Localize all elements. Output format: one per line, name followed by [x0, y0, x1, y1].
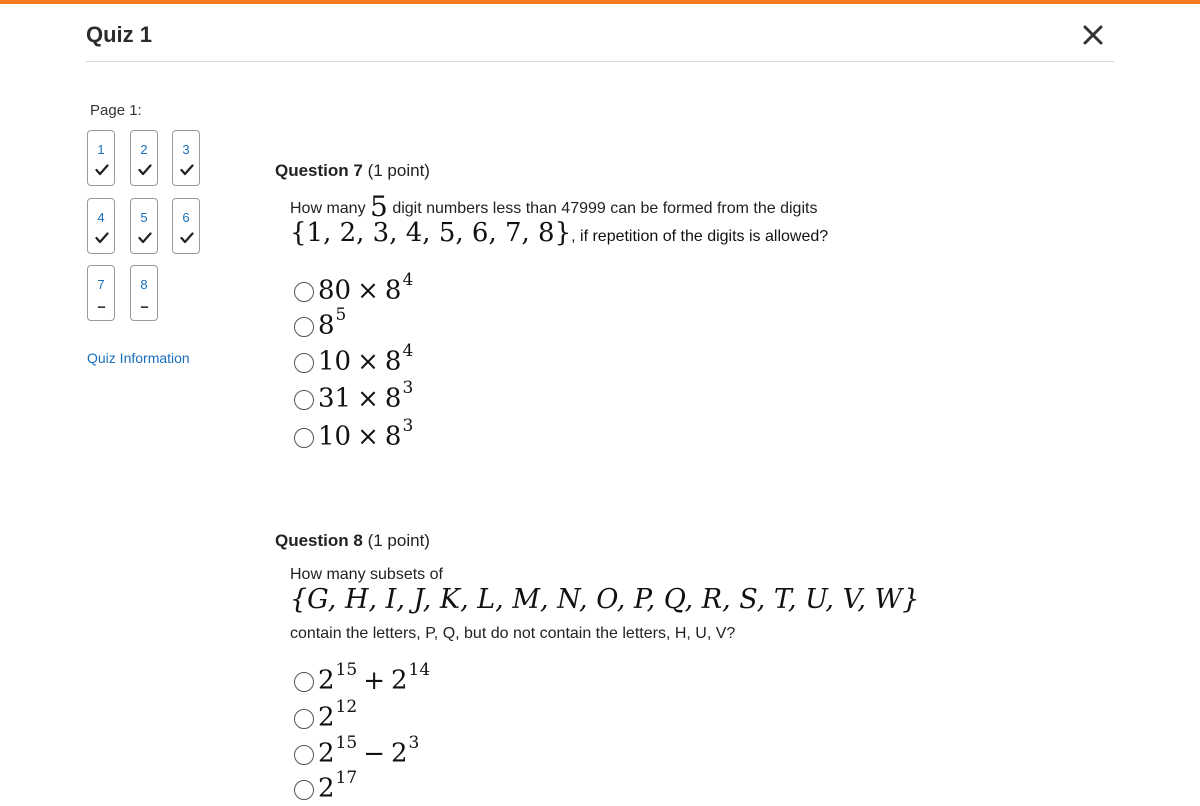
question-tile-8[interactable]	[130, 265, 158, 321]
question-8-text-before: How many subsets of	[290, 566, 443, 583]
radio-button[interactable]	[294, 428, 314, 448]
radio-button[interactable]	[294, 709, 314, 729]
question-tile-number: 1	[97, 142, 105, 157]
option-term: 8	[318, 310, 335, 341]
radio-button[interactable]	[294, 317, 314, 337]
question-8-title: Question 8	[275, 531, 363, 550]
question-tile-number: 8	[140, 277, 148, 292]
option-label	[318, 660, 431, 696]
option-label	[318, 378, 414, 414]
option-term: 2	[390, 665, 408, 696]
top-accent-bar	[0, 0, 1200, 4]
option-label	[318, 416, 414, 452]
option-exponent: 15	[335, 733, 358, 753]
question-8-option-4[interactable]	[294, 768, 494, 806]
option-term: 8	[384, 383, 402, 414]
option-term: 2	[318, 738, 335, 769]
radio-button[interactable]	[294, 390, 314, 410]
checkmark-icon	[95, 164, 109, 176]
option-term: 8	[384, 346, 402, 377]
option-term: 2	[318, 702, 335, 733]
question-tile-3[interactable]	[172, 130, 200, 186]
question-8-text-after: contain the letters, P, Q, but do not contain the letters, H, U, V?	[290, 625, 736, 642]
option-term: 10	[318, 346, 352, 377]
question-8-option-2[interactable]	[294, 697, 494, 735]
option-exponent: 3	[408, 733, 420, 753]
question-7-heading	[275, 161, 430, 181]
question-7-title: Question 7	[275, 161, 363, 180]
checkmark-icon	[95, 232, 109, 244]
option-term: 2	[390, 738, 408, 769]
option-operator: −	[363, 738, 385, 769]
checkmark-icon	[180, 164, 194, 176]
option-label	[318, 697, 358, 733]
option-label	[318, 305, 347, 341]
question-tile-number: 6	[182, 210, 190, 225]
option-exponent: 17	[335, 768, 358, 788]
quiz-information-link[interactable]: Quiz Information	[87, 350, 190, 366]
option-label	[318, 341, 414, 377]
question-7-set-suffix: , if repetition of the digits is allowed?	[571, 228, 829, 245]
close-button[interactable]	[1078, 20, 1108, 50]
option-exponent: 3	[402, 378, 414, 398]
radio-button[interactable]	[294, 780, 314, 800]
question-7-text-after: digit numbers less than 47999 can be formed from the digits	[392, 200, 818, 217]
checkmark-icon	[138, 164, 152, 176]
option-term: 80	[318, 275, 352, 306]
question-tile-2[interactable]	[130, 130, 158, 186]
option-exponent: 12	[335, 697, 358, 717]
option-term: 8	[384, 275, 402, 306]
page-label: Page 1:	[90, 102, 142, 119]
question-tile-number: 3	[182, 142, 190, 157]
question-8-points: (1 point)	[367, 531, 430, 550]
question-7-option-2[interactable]	[294, 305, 494, 343]
page-title: Quiz 1	[86, 22, 153, 47]
option-term: 2	[318, 773, 335, 804]
question-8-letter-set	[290, 584, 919, 615]
question-tile-number: 2	[140, 142, 148, 157]
question-7-digit-count: 5	[370, 190, 388, 223]
option-operator: ×	[357, 383, 379, 414]
option-operator: ×	[357, 275, 379, 306]
unanswered-marker: --	[97, 298, 105, 314]
question-tile-number: 4	[97, 210, 105, 225]
checkmark-icon	[138, 232, 152, 244]
radio-button[interactable]	[294, 672, 314, 692]
option-term: 2	[318, 665, 335, 696]
quiz-header	[86, 20, 1114, 62]
question-7-option-1[interactable]	[294, 270, 494, 308]
option-term: 10	[318, 421, 352, 452]
option-exponent: 14	[408, 660, 431, 680]
unanswered-marker: --	[140, 298, 148, 314]
question-tile-6[interactable]	[172, 198, 200, 254]
question-7-points: (1 point)	[367, 161, 430, 180]
option-operator: ×	[357, 346, 379, 377]
question-tile-7[interactable]	[87, 265, 115, 321]
option-exponent: 15	[335, 660, 358, 680]
option-label	[318, 768, 358, 804]
option-label	[318, 733, 420, 769]
question-7-set-math: {1, 2, 3, 4, 5, 6, 7, 8}	[290, 218, 572, 248]
option-exponent: 5	[335, 305, 347, 325]
question-tile-number: 5	[140, 210, 148, 225]
question-tile-5[interactable]	[130, 198, 158, 254]
option-exponent: 4	[402, 341, 414, 361]
question-7-option-3[interactable]	[294, 341, 494, 379]
radio-button[interactable]	[294, 353, 314, 373]
radio-button[interactable]	[294, 282, 314, 302]
question-8-set-math: {G, H, I, J, K, L, M, N, O, P, Q, R, S, T, U, V, W}	[290, 584, 920, 615]
question-tile-4[interactable]	[87, 198, 115, 254]
option-operator: +	[363, 665, 385, 696]
question-7-option-5[interactable]	[294, 416, 494, 454]
question-tile-1[interactable]	[87, 130, 115, 186]
option-term: 31	[318, 383, 352, 414]
question-7-digit-set	[290, 218, 828, 248]
radio-button[interactable]	[294, 745, 314, 765]
option-term: 8	[384, 421, 402, 452]
question-7-option-4[interactable]	[294, 378, 494, 416]
option-exponent: 4	[402, 270, 414, 290]
checkmark-icon	[180, 232, 194, 244]
question-7-text-before: How many	[290, 200, 366, 217]
question-8-heading	[275, 531, 430, 551]
option-label	[318, 270, 414, 306]
option-exponent: 3	[402, 416, 414, 436]
question-8-option-3[interactable]	[294, 733, 494, 771]
question-tile-number: 7	[97, 277, 105, 292]
option-operator: ×	[357, 421, 379, 452]
close-icon	[1078, 20, 1108, 50]
question-8-option-1[interactable]	[294, 660, 494, 698]
